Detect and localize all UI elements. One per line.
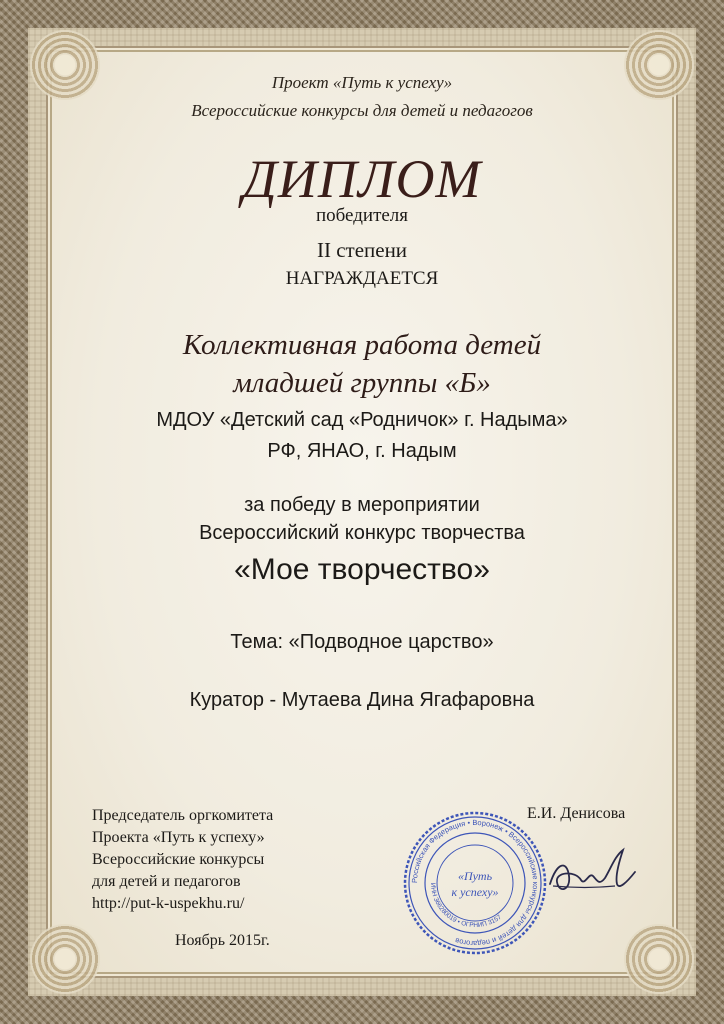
organizer-line: Всероссийские конкурсы xyxy=(92,851,265,868)
winner-label: победителя xyxy=(315,205,409,226)
corner-ornament-icon xyxy=(30,924,100,994)
contest-type: Всероссийский конкурс творчества xyxy=(199,522,525,544)
curator: Куратор - Мутаева Дина Ягафаровна xyxy=(189,689,535,711)
stamp-outer-text: Российская Федерация • Воронеж • Всероссийские конкурсы для детей и педагогов xyxy=(409,817,541,949)
organizer-line: для детей и педагогов xyxy=(92,873,241,890)
recipient-line-1: Коллективная работа детей xyxy=(182,329,542,361)
location: РФ, ЯНАО, г. Надым xyxy=(267,440,457,462)
theme: Тема: «Подводное царство» xyxy=(230,631,494,653)
stamp-center-text-2: к успеху» xyxy=(451,885,499,899)
victory-text: за победу в мероприятии xyxy=(244,494,480,516)
organizer-block xyxy=(92,805,352,915)
issue-date: Ноябрь 2015г. xyxy=(175,932,270,949)
stamp-icon xyxy=(400,808,550,958)
institution: МДОУ «Детский сад «Родничок» г. Надыма» xyxy=(156,409,568,431)
stamp-center-text-1: «Путь xyxy=(457,869,493,883)
contest-name: «Мое творчество» xyxy=(234,553,490,586)
project-name: Проект «Путь к успеху» xyxy=(271,73,453,92)
signer-name: Е.И. Денисова xyxy=(527,805,626,822)
recipient-line-2: младшей группы «Б» xyxy=(233,367,491,399)
website-link[interactable]: http://put-k-uspekhu.ru/ xyxy=(92,895,245,912)
diploma-title: ДИПЛОМ xyxy=(242,149,482,209)
awarded-label: НАГРАЖДАЕТСЯ xyxy=(285,268,439,289)
organizer-line: Проекта «Путь к успеху» xyxy=(92,829,265,846)
organizer-line: Председатель оргкомитета xyxy=(92,807,274,824)
degree-label: II степени xyxy=(316,238,408,262)
corner-ornament-icon xyxy=(624,924,694,994)
signature-icon xyxy=(545,842,640,902)
stamp-inner-text: ИНН 366280019 • ОГРНИП 3157 xyxy=(428,882,503,930)
contests-line: Всероссийские конкурсы для детей и педагогов xyxy=(191,101,533,120)
